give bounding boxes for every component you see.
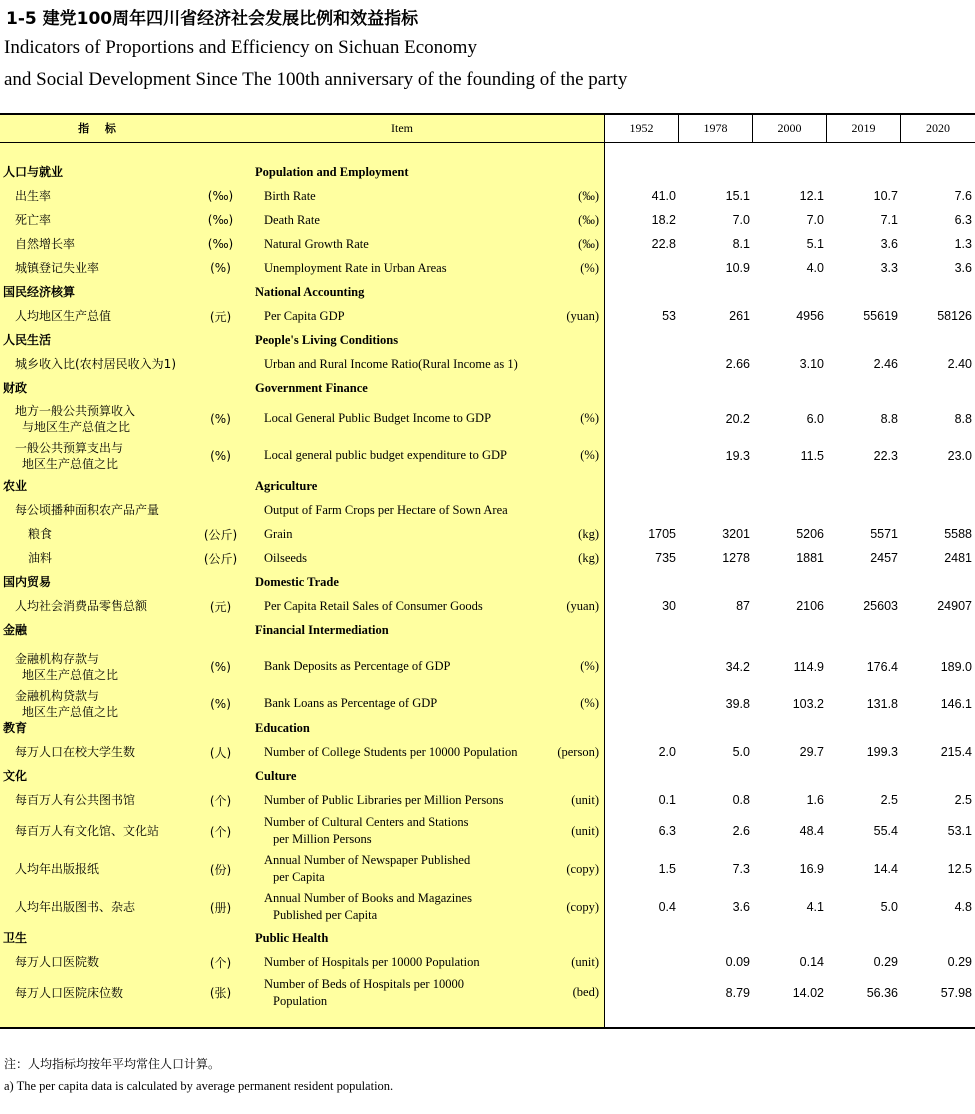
value-cell-2020: 0.29 xyxy=(947,955,972,969)
value-cell-2019: 55619 xyxy=(863,309,898,323)
unit-en: (copy) xyxy=(566,899,599,914)
section-name-en: Government Finance xyxy=(255,380,368,395)
value-cell-2000: 4.0 xyxy=(806,261,824,275)
value-cell-2020: 23.0 xyxy=(947,448,972,463)
section-name-en: Population and Employment xyxy=(255,164,409,179)
value-cell-2019: 0.29 xyxy=(873,955,898,969)
value-cell-1978: 8.79 xyxy=(725,985,750,1000)
indicator-name-en: Oilseeds xyxy=(264,550,308,565)
section-name-cn: 教育 xyxy=(3,721,28,735)
value-cell-2020: 57.98 xyxy=(940,985,972,1000)
section-row xyxy=(0,474,975,498)
indicator-name-cn xyxy=(15,400,135,437)
section-row xyxy=(0,570,975,594)
indicator-name-en-line1: Number of Beds of Hospitals per 10000 xyxy=(264,976,464,991)
section-row xyxy=(0,376,975,400)
value-cell-1978: 2.6 xyxy=(732,824,750,838)
indicator-name-en: Local general public budget expenditure to GDP xyxy=(264,448,507,462)
value-cell-1978: 5.0 xyxy=(732,745,750,759)
indicator-name-en: Number of College Students per 10000 Population xyxy=(264,744,518,759)
unit-cn: (%) xyxy=(210,696,231,711)
value-cell-1978: 2.66 xyxy=(725,357,750,371)
unit-cn: (‰) xyxy=(207,213,234,227)
value-cell-2019: 25603 xyxy=(863,599,898,613)
value-cell-1978: 1278 xyxy=(722,551,750,565)
value-cell-2019: 5.0 xyxy=(880,900,898,914)
indicator-name-cn: 每百万人有公共图书馆 xyxy=(15,793,136,807)
table-row xyxy=(0,788,975,812)
table-bottom-rule xyxy=(0,1027,975,1029)
value-cell-2000: 0.14 xyxy=(799,955,824,969)
value-cell-1952: 53 xyxy=(662,309,676,323)
indicator-name-cn-line2: 地区生产总值之比 xyxy=(22,704,119,719)
value-cell-1952: 22.8 xyxy=(651,237,676,251)
value-cell-2020: 4.8 xyxy=(954,900,972,914)
indicator-name-en: Number of Public Libraries per Million Persons xyxy=(264,792,504,807)
unit-en: (%) xyxy=(580,448,599,462)
indicator-name-cn: 人均年出版报纸 xyxy=(15,862,100,876)
table-row xyxy=(0,256,975,280)
value-cell-2020: 58126 xyxy=(937,309,972,323)
section-name-cn: 金融 xyxy=(3,623,28,637)
value-cell-1978: 8.1 xyxy=(732,237,750,251)
value-cell-2020: 189.0 xyxy=(940,659,972,674)
table-row xyxy=(0,498,975,522)
value-cell-1952: 2.0 xyxy=(658,745,676,759)
section-row xyxy=(0,160,975,184)
value-cell-2000: 16.9 xyxy=(799,862,824,876)
indicator-name-en: Number of Hospitals per 10000 Population xyxy=(264,954,480,969)
table-row xyxy=(0,850,975,888)
value-cell-2020: 3.6 xyxy=(954,261,972,275)
indicator-name-cn: 人均年出版图书、杂志 xyxy=(15,900,136,914)
indicator-name-cn: 死亡率 xyxy=(15,213,52,227)
value-cell-2000: 14.02 xyxy=(792,985,824,1000)
indicator-name-en-line1: Annual Number of Books and Magazines xyxy=(264,891,472,905)
indicator-name-cn: 油料 xyxy=(28,551,53,565)
section-name-cn: 财政 xyxy=(3,381,28,395)
section-name-en: Education xyxy=(255,720,310,735)
header-year: 1952 xyxy=(629,121,654,135)
value-cell-2019: 2457 xyxy=(870,551,898,565)
indicator-name-cn: 城乡收入比(农村居民收入为1) xyxy=(15,357,176,371)
section-row xyxy=(0,716,975,740)
value-cell-2000: 5206 xyxy=(796,527,824,541)
indicator-name-en: Urban and Rural Income Ratio(Rural Income as 1) xyxy=(264,356,518,371)
table-row xyxy=(0,208,975,232)
value-cell-1978: 3.6 xyxy=(732,900,750,914)
footnote-en: a) The per capita data is calculated by average permanent resident population. xyxy=(4,1079,394,1093)
unit-cn: (人) xyxy=(209,745,232,760)
table-row xyxy=(0,888,975,926)
value-cell-2019: 14.4 xyxy=(873,862,898,876)
unit-en: (person) xyxy=(557,744,599,759)
value-cell-2000: 4.1 xyxy=(806,900,824,914)
value-cell-2020: 8.8 xyxy=(954,411,972,426)
indicator-name-en-line1: Number of Cultural Centers and Stations xyxy=(264,815,469,829)
value-cell-1978: 15.1 xyxy=(725,189,750,203)
value-cell-2000: 12.1 xyxy=(799,189,824,203)
indicator-name-en-line2: Population xyxy=(273,993,328,1008)
unit-en: (%) xyxy=(580,260,599,275)
unit-en: (kg) xyxy=(578,526,599,541)
unit-cn: (个) xyxy=(209,793,232,808)
indicator-name-cn: 城镇登记失业率 xyxy=(15,261,100,275)
table-row xyxy=(0,812,975,850)
value-cell-1952: 30 xyxy=(662,599,676,613)
indicator-name-cn: 人均社会消费品零售总额 xyxy=(15,599,148,613)
indicator-name-en-line2: per Capita xyxy=(273,870,325,884)
table-row xyxy=(0,352,975,376)
value-cell-2020: 5588 xyxy=(944,527,972,541)
value-cell-2000: 29.7 xyxy=(799,745,824,759)
indicator-name-en: Output of Farm Crops per Hectare of Sown Area xyxy=(264,502,508,517)
indicator-name-cn: 出生率 xyxy=(15,189,52,203)
header-indicator-cn: 指 标 xyxy=(78,122,122,135)
indicator-name-en xyxy=(264,974,464,1011)
unit-en: (yuan) xyxy=(566,308,599,323)
value-cell-1952: 1.5 xyxy=(658,862,676,876)
value-cell-2019: 56.36 xyxy=(866,985,898,1000)
indicator-name-cn xyxy=(15,648,118,685)
indicator-name-en: Local General Public Budget Income to GDP xyxy=(264,411,492,425)
indicator-name-en: Per Capita GDP xyxy=(264,308,345,323)
indicator-name-cn: 每万人口在校大学生数 xyxy=(15,745,136,759)
table-row xyxy=(0,184,975,208)
section-row xyxy=(0,328,975,352)
unit-cn: (个) xyxy=(209,955,232,970)
indicator-name-en: Bank Loans as Percentage of GDP xyxy=(264,696,438,710)
indicator-name-cn xyxy=(15,437,123,474)
unit-en: (‰) xyxy=(578,212,599,227)
value-cell-2019: 10.7 xyxy=(873,189,898,203)
value-cell-1978: 19.3 xyxy=(725,448,750,463)
unit-en: (kg) xyxy=(578,550,599,565)
unit-cn: (元) xyxy=(209,309,232,324)
value-cell-1978: 261 xyxy=(729,309,750,323)
indicator-name-cn: 每万人口医院数 xyxy=(15,955,100,969)
indicator-name-en: Grain xyxy=(264,526,293,541)
section-name-cn: 人口与就业 xyxy=(3,165,64,179)
value-cell-2000: 5.1 xyxy=(806,237,824,251)
unit-cn: (张) xyxy=(209,986,232,1000)
value-cell-2000: 114.9 xyxy=(793,659,824,674)
value-cell-2019: 8.8 xyxy=(880,411,898,426)
value-cell-1978: 20.2 xyxy=(725,411,750,426)
value-cell-2019: 131.8 xyxy=(866,696,898,711)
unit-cn: (%) xyxy=(210,659,231,674)
section-row xyxy=(0,280,975,304)
value-cell-1978: 0.8 xyxy=(732,793,750,807)
indicator-name-en: Unemployment Rate in Urban Areas xyxy=(264,260,447,275)
value-cell-2020: 7.6 xyxy=(954,189,972,203)
value-cell-2020: 2481 xyxy=(944,551,972,565)
value-cell-1952: 0.1 xyxy=(658,793,676,807)
unit-en: (yuan) xyxy=(566,598,599,613)
value-cell-1978: 3201 xyxy=(722,527,750,541)
indicator-name-en-line1: Annual Number of Newspaper Published xyxy=(264,853,471,867)
unit-en: (unit) xyxy=(571,954,599,969)
indicator-name-cn: 每百万人有文化馆、文化站 xyxy=(15,824,160,838)
value-cell-2019: 2.5 xyxy=(880,793,898,807)
indicator-name-cn: 每万人口医院床位数 xyxy=(15,985,124,1000)
value-cell-2000: 3.10 xyxy=(799,357,824,371)
value-cell-1978: 10.9 xyxy=(725,261,750,275)
indicator-name-cn-line1: 一般公共预算支出与 xyxy=(15,440,124,455)
section-row xyxy=(0,764,975,788)
unit-cn: (个) xyxy=(209,824,232,839)
value-cell-2019: 176.4 xyxy=(866,659,898,674)
value-cell-2020: 53.1 xyxy=(947,824,972,838)
unit-en: (%) xyxy=(580,411,599,425)
table-row xyxy=(0,522,975,546)
value-cell-2019: 22.3 xyxy=(873,448,898,463)
indicator-name-cn: 每公顷播种面积农产品产量 xyxy=(15,503,160,517)
value-cell-1952: 18.2 xyxy=(651,213,676,227)
header-year: 2019 xyxy=(851,121,876,135)
table-row xyxy=(0,950,975,974)
section-name-cn: 文化 xyxy=(3,769,28,783)
section-name-en: Public Health xyxy=(255,930,329,945)
value-cell-2019: 199.3 xyxy=(866,745,898,759)
unit-cn: (‰) xyxy=(207,237,234,251)
value-cell-2020: 215.4 xyxy=(940,745,972,759)
indicator-name-en xyxy=(264,850,470,888)
indicator-name-cn-line1: 金融机构存款与 xyxy=(15,651,100,666)
value-cell-2000: 4956 xyxy=(796,309,824,323)
table-title-cn: 1-5 建党100周年四川省经济社会发展比例和效益指标 xyxy=(6,9,419,29)
value-cell-1978: 87 xyxy=(736,599,750,613)
value-cell-2020: 12.5 xyxy=(947,862,972,876)
unit-cn: (%) xyxy=(210,261,231,275)
value-cell-2000: 48.4 xyxy=(799,824,824,838)
value-cell-2019: 55.4 xyxy=(873,824,898,838)
unit-en: (unit) xyxy=(571,823,599,838)
value-cell-1952: 0.4 xyxy=(658,900,676,914)
value-cell-2020: 146.1 xyxy=(940,696,972,711)
indicator-name-cn-line2: 与地区生产总值之比 xyxy=(22,419,131,434)
value-cell-2020: 6.3 xyxy=(954,213,972,227)
value-cell-2000: 2106 xyxy=(796,599,824,613)
value-cell-2020: 2.5 xyxy=(954,793,972,807)
indicator-name-cn: 粮食 xyxy=(28,527,53,541)
section-name-cn: 国民经济核算 xyxy=(3,285,76,299)
value-cell-2019: 7.1 xyxy=(880,213,898,227)
unit-cn: (份) xyxy=(209,862,232,877)
unit-en: (bed) xyxy=(572,985,599,999)
value-cell-2000: 1.6 xyxy=(806,793,824,807)
value-cell-2019: 3.6 xyxy=(880,237,898,251)
table-row xyxy=(0,437,975,474)
table-row xyxy=(0,546,975,570)
indicator-name-cn: 自然增长率 xyxy=(15,237,76,251)
indicator-name-cn-line1: 地方一般公共预算收入 xyxy=(15,403,136,418)
unit-en: (‰) xyxy=(578,236,599,251)
value-cell-1978: 7.0 xyxy=(732,213,750,227)
table-title-en-line2: and Social Development Since The 100th anniversary of the founding of the party xyxy=(4,69,628,90)
value-cell-2019: 2.46 xyxy=(873,357,898,371)
header-item-en: Item xyxy=(391,121,413,135)
value-cell-2020: 24907 xyxy=(937,599,972,613)
table-row xyxy=(0,594,975,618)
table-row xyxy=(0,232,975,256)
unit-cn: (公斤) xyxy=(203,551,238,566)
table-row xyxy=(0,740,975,764)
header-year: 2000 xyxy=(777,121,802,135)
section-name-en: Financial Intermediation xyxy=(255,622,389,637)
unit-en: (copy) xyxy=(566,861,599,876)
table-row xyxy=(0,974,975,1011)
unit-cn: (%) xyxy=(210,411,231,426)
value-cell-2020: 1.3 xyxy=(954,237,972,251)
value-cell-1952: 6.3 xyxy=(658,824,676,838)
section-name-en: People's Living Conditions xyxy=(255,332,399,347)
indicator-name-cn-line2: 地区生产总值之比 xyxy=(22,667,119,682)
section-row xyxy=(0,618,975,642)
value-cell-1978: 34.2 xyxy=(725,659,750,674)
value-cell-2000: 7.0 xyxy=(806,213,824,227)
unit-cn: (元) xyxy=(209,599,232,614)
section-name-cn: 卫生 xyxy=(3,931,28,945)
section-row xyxy=(0,926,975,950)
value-cell-1952: 1705 xyxy=(648,527,676,541)
section-name-en: Agriculture xyxy=(255,478,318,493)
indicator-name-en xyxy=(264,812,468,850)
section-name-en: Culture xyxy=(255,768,297,783)
indicator-name-en: Per Capita Retail Sales of Consumer Goods xyxy=(264,598,483,613)
indicator-name-en-line2: Published per Capita xyxy=(273,908,378,922)
indicator-name-en: Bank Deposits as Percentage of GDP xyxy=(264,659,451,673)
value-cell-1978: 7.3 xyxy=(732,862,750,876)
indicator-name-cn-line1: 金融机构贷款与 xyxy=(15,688,100,703)
value-cell-1952: 41.0 xyxy=(651,189,676,203)
footnote-cn: 注：人均指标均按年平均常住人口计算。 xyxy=(4,1057,221,1071)
section-name-cn: 农业 xyxy=(3,479,28,493)
unit-en: (%) xyxy=(580,659,599,673)
value-cell-2000: 11.5 xyxy=(800,448,824,463)
value-cell-2019: 3.3 xyxy=(880,261,898,275)
value-cell-2020: 2.40 xyxy=(947,357,972,371)
header-year: 2020 xyxy=(926,121,950,135)
indicator-name-en: Birth Rate xyxy=(264,188,316,203)
unit-cn: (公斤) xyxy=(203,527,238,542)
section-name-cn: 国内贸易 xyxy=(3,575,52,589)
unit-cn: (‰) xyxy=(207,189,234,203)
table-title-en-line1: Indicators of Proportions and Efficiency on Sichuan Economy xyxy=(4,37,477,58)
indicator-name-cn-line2: 地区生产总值之比 xyxy=(22,456,119,471)
value-cell-2019: 5571 xyxy=(870,527,898,541)
header-year: 1978 xyxy=(703,121,728,135)
value-cell-2000: 103.2 xyxy=(792,696,824,711)
section-name-cn: 人民生活 xyxy=(3,333,52,347)
value-cell-2000: 6.0 xyxy=(806,411,824,426)
table-row xyxy=(0,400,975,437)
indicator-name-en: Death Rate xyxy=(264,212,320,227)
unit-cn: (册) xyxy=(209,900,232,915)
unit-en: (unit) xyxy=(571,792,599,807)
value-cell-1978: 0.09 xyxy=(725,955,750,969)
unit-en: (‰) xyxy=(578,188,599,203)
section-name-en: National Accounting xyxy=(255,284,365,299)
indicator-name-en-line2: per Million Persons xyxy=(273,832,372,846)
unit-cn: (%) xyxy=(210,448,231,463)
value-cell-2000: 1881 xyxy=(796,551,824,565)
indicator-name-cn: 人均地区生产总值 xyxy=(15,309,112,323)
indicator-name-en: Natural Growth Rate xyxy=(264,236,369,251)
value-cell-1978: 39.8 xyxy=(725,696,750,711)
section-name-en: Domestic Trade xyxy=(255,574,339,589)
value-cell-1952: 735 xyxy=(655,551,676,565)
table-row xyxy=(0,304,975,328)
indicator-name-en xyxy=(264,888,472,926)
table-row xyxy=(0,648,975,685)
unit-en: (%) xyxy=(580,696,599,710)
